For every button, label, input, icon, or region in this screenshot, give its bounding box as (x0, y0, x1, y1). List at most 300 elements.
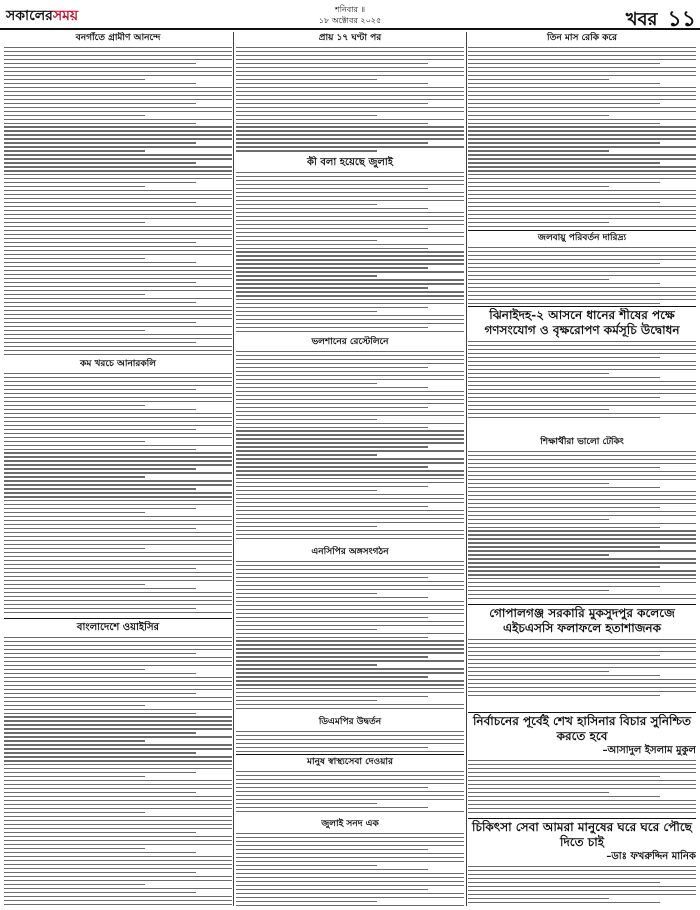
article-three-months[interactable] (468, 32, 696, 228)
text-line (236, 434, 464, 435)
text-line (468, 202, 660, 203)
text-line (4, 756, 232, 757)
text-line (468, 586, 660, 587)
text-line (4, 748, 232, 749)
text-line (4, 306, 232, 307)
text-line (236, 893, 464, 894)
text-line (236, 99, 464, 100)
text-line (4, 99, 232, 100)
text-line (236, 771, 464, 772)
article-anarkali[interactable] (4, 358, 232, 616)
article-students[interactable] (468, 436, 696, 602)
text-line (236, 255, 464, 256)
text-line (4, 740, 145, 741)
text-line (468, 598, 696, 599)
text-line (236, 87, 464, 88)
text-line (4, 429, 196, 430)
text-line (468, 459, 696, 460)
text-line (468, 768, 696, 769)
text-line (4, 520, 232, 521)
text-line (4, 286, 232, 287)
text-line (236, 263, 464, 264)
text-line (236, 375, 464, 376)
text-line (236, 470, 464, 471)
article-17-hours[interactable] (236, 32, 464, 152)
text-line (468, 808, 696, 809)
text-line (236, 391, 464, 392)
text-line (468, 259, 696, 260)
text-line (236, 363, 464, 364)
text-line (4, 79, 145, 80)
text-line (236, 259, 464, 260)
text-line (4, 673, 196, 674)
text-line (4, 198, 232, 199)
text-line (468, 271, 696, 272)
text-line (4, 254, 232, 255)
text-line (236, 279, 464, 280)
text-line (4, 752, 196, 753)
text-line (4, 330, 145, 331)
article-jhenaidah[interactable] (468, 308, 696, 434)
text-line (468, 341, 696, 342)
text-line (468, 182, 660, 183)
text-line (468, 639, 696, 640)
text-line (236, 103, 428, 104)
text-line (236, 585, 464, 586)
article-body (4, 637, 232, 907)
text-line (4, 536, 232, 537)
text-line (236, 561, 464, 562)
text-line (4, 445, 232, 446)
text-line (236, 779, 464, 780)
text-line (236, 656, 428, 657)
text-line (4, 472, 232, 473)
text-line (4, 194, 232, 195)
text-line (236, 403, 464, 404)
text-line (4, 83, 196, 84)
text-line (4, 322, 196, 323)
text-line (468, 659, 696, 660)
text-line (236, 629, 377, 630)
text-line (4, 421, 232, 422)
article-health[interactable] (236, 756, 464, 814)
text-line (236, 107, 464, 108)
text-line (468, 303, 660, 304)
article-body (236, 172, 464, 332)
text-line (4, 51, 232, 52)
headline: জলবায়ু পরিবর্তন দারিদ্র্য (537, 233, 627, 243)
article-body (236, 561, 464, 712)
text-line (468, 594, 696, 595)
article-ncp[interactable] (236, 546, 464, 712)
text-line (468, 764, 696, 765)
text-line (236, 644, 464, 645)
text-line (236, 200, 464, 201)
text-line (4, 764, 232, 765)
section-title: খবর (625, 9, 658, 30)
text-line (468, 550, 696, 551)
text-line (236, 83, 428, 84)
text-line (468, 467, 660, 468)
text-line (4, 832, 196, 833)
article-owaisi[interactable] (4, 621, 232, 907)
text-line (236, 295, 464, 296)
text-line (4, 776, 145, 777)
article-july[interactable] (236, 156, 464, 332)
text-line (4, 637, 232, 638)
text-line (236, 700, 377, 701)
headline: কম খরচে আনারকলি (80, 359, 156, 369)
text-line (236, 134, 464, 135)
text-line (4, 87, 232, 88)
article-body (468, 760, 696, 816)
text-line (4, 653, 196, 654)
text-line (468, 578, 696, 579)
text-line (468, 519, 609, 520)
text-line (4, 689, 232, 690)
text-line (236, 204, 377, 205)
text-line (236, 865, 377, 866)
headline: তিন মাস রেকি করে (547, 33, 617, 43)
text-line (468, 898, 609, 899)
text-line (468, 103, 660, 104)
text-line (236, 311, 377, 312)
text-line (468, 75, 696, 76)
text-line (468, 119, 696, 120)
text-line (468, 158, 696, 159)
text-line (236, 371, 464, 372)
text-line (468, 283, 660, 284)
text-line (4, 880, 232, 881)
text-line (236, 775, 464, 776)
text-line (4, 258, 145, 259)
text-line (4, 441, 145, 442)
text-line (4, 342, 196, 343)
article-muksudpur[interactable] (468, 606, 696, 710)
text-line (236, 427, 428, 428)
text-line (4, 657, 232, 658)
text-line (236, 188, 428, 189)
text-line (236, 660, 464, 661)
headline: ভলশানের রেস্টেলিনে (311, 337, 389, 347)
text-line (236, 111, 464, 112)
dateline (250, 4, 450, 26)
text-line (236, 841, 464, 842)
text-line (4, 174, 232, 175)
text-line (4, 896, 232, 897)
article-hasina-trial[interactable] (468, 714, 696, 816)
text-line (4, 713, 196, 714)
text-line (4, 641, 232, 642)
text-line (236, 383, 377, 384)
text-line (236, 510, 464, 511)
divider (468, 230, 696, 231)
text-line (236, 387, 428, 388)
text-line (4, 433, 232, 434)
text-line (236, 79, 377, 80)
article-body (236, 351, 464, 542)
article-body (236, 731, 464, 752)
text-line (236, 407, 428, 408)
text-line (468, 405, 696, 406)
text-line (468, 91, 696, 92)
text-line (4, 449, 196, 450)
divider (4, 618, 232, 619)
text-line (468, 538, 696, 539)
article-body (4, 47, 232, 356)
article-dmp[interactable] (236, 716, 464, 752)
text-line (236, 901, 377, 902)
text-line (236, 803, 377, 804)
text-line (468, 780, 696, 781)
text-line (236, 605, 464, 606)
text-line (236, 71, 464, 72)
text-line (236, 474, 464, 475)
text-line (4, 107, 232, 108)
text-line (4, 824, 232, 825)
article-body (236, 771, 464, 814)
text-line (236, 220, 464, 221)
text-line (4, 393, 232, 394)
text-line (236, 138, 464, 139)
text-line (468, 111, 696, 112)
text-line (236, 251, 464, 252)
text-line (4, 282, 196, 283)
text-line (236, 216, 464, 217)
text-line (236, 450, 464, 451)
article-restaurant[interactable] (236, 336, 464, 542)
text-line (236, 323, 464, 324)
text-line (4, 158, 232, 159)
text-line (468, 275, 696, 276)
text-line (4, 162, 196, 163)
text-line (4, 246, 232, 247)
article-july-charter[interactable] (236, 818, 464, 908)
text-line (236, 534, 464, 535)
date-label: ১৮ অক্টোবর ২০২৫ (318, 16, 382, 25)
text-line (468, 162, 660, 163)
text-line (4, 314, 232, 315)
text-line (468, 63, 660, 64)
text-line (468, 247, 696, 248)
text-line (4, 55, 232, 56)
text-line (236, 873, 464, 874)
text-line (4, 385, 232, 386)
text-line (468, 349, 696, 350)
text-line (4, 665, 232, 666)
text-line (4, 736, 232, 737)
text-line (468, 886, 696, 887)
text-line (468, 385, 696, 386)
headline: শিক্ষার্থীরা ভালো টেকিং (540, 437, 624, 447)
text-line (236, 482, 464, 483)
text-line (468, 667, 696, 668)
divider (468, 712, 696, 713)
text-line (236, 522, 464, 523)
text-line (4, 178, 232, 179)
text-line (236, 652, 464, 653)
text-line (4, 354, 232, 355)
page-number: ১১ (667, 6, 696, 32)
text-line (236, 271, 464, 272)
text-line (4, 214, 232, 215)
text-line (236, 75, 464, 76)
text-line (4, 576, 232, 577)
text-line (4, 532, 232, 533)
text-line (236, 196, 464, 197)
text-line (468, 178, 696, 179)
headline: চিকিৎসা সেবা আমরা মানুষের ঘরে ঘরে পৌছে দিতে চাই (472, 820, 692, 849)
text-line (236, 735, 464, 736)
text-line (236, 589, 464, 590)
text-line (4, 488, 196, 489)
text-line (4, 464, 232, 465)
text-line (4, 397, 232, 398)
text-line (236, 747, 428, 748)
text-line (4, 796, 232, 797)
text-line (236, 625, 464, 626)
headline: এনসিপির অঙ্গসংগঠন (311, 547, 389, 557)
text-line (236, 462, 464, 463)
text-line (236, 751, 464, 752)
text-line (468, 683, 696, 684)
text-line (468, 389, 696, 390)
text-line (4, 222, 145, 223)
text-line (4, 119, 232, 120)
text-line (4, 804, 232, 805)
text-line (4, 294, 145, 295)
text-line (236, 811, 464, 812)
text-line (236, 130, 464, 131)
text-line (236, 454, 377, 455)
text-line (236, 743, 464, 744)
text-line (468, 558, 696, 559)
text-line (4, 142, 196, 143)
article-healthcare[interactable] (468, 820, 696, 908)
text-line (4, 166, 232, 167)
text-line (468, 800, 696, 801)
text-line (468, 417, 660, 418)
text-line (4, 716, 232, 717)
text-line (236, 795, 464, 796)
text-line (4, 170, 232, 171)
text-line (468, 511, 696, 512)
text-line (468, 772, 696, 773)
text-line (4, 772, 196, 773)
text-line (468, 792, 609, 793)
text-line (468, 475, 696, 476)
text-line (468, 527, 660, 528)
text-line (236, 142, 428, 143)
text-line (4, 334, 232, 335)
article-body (468, 866, 696, 903)
text-line (468, 695, 660, 696)
text-line (4, 604, 232, 605)
text-line (236, 684, 464, 685)
text-line (4, 645, 232, 646)
text-line (468, 87, 696, 88)
text-line (4, 318, 232, 319)
text-line (236, 327, 428, 328)
text-line (468, 878, 696, 879)
text-line (468, 134, 696, 135)
text-line (4, 864, 232, 865)
text-line (4, 788, 232, 789)
text-line (236, 609, 464, 610)
text-line (468, 495, 696, 496)
text-line (236, 565, 464, 566)
text-line (4, 350, 232, 351)
text-line (468, 146, 696, 147)
text-line (236, 530, 464, 531)
text-line (468, 894, 696, 895)
text-line (4, 580, 232, 581)
text-line (4, 456, 232, 457)
text-line (4, 130, 232, 131)
text-line (4, 234, 232, 235)
text-line (4, 202, 196, 203)
article-body (468, 639, 696, 696)
text-line (236, 123, 428, 124)
text-line (468, 890, 696, 891)
text-line (236, 95, 464, 96)
text-line (4, 904, 232, 905)
text-line (468, 788, 696, 789)
text-line (4, 91, 232, 92)
text-line (236, 577, 428, 578)
text-line (4, 310, 232, 311)
logo-text-2: সময় (52, 8, 79, 24)
text-line (4, 516, 232, 517)
text-line (236, 861, 464, 862)
text-line (236, 51, 464, 52)
text-line (468, 523, 696, 524)
text-line (4, 836, 232, 837)
text-line (468, 47, 696, 48)
article-climate[interactable] (468, 232, 696, 304)
text-line (4, 792, 196, 793)
text-line (236, 502, 464, 503)
text-line (4, 389, 196, 390)
text-line (468, 79, 609, 80)
text-line (4, 732, 196, 733)
text-line (236, 518, 464, 519)
text-line (4, 59, 232, 60)
text-line (4, 262, 196, 263)
text-line (236, 672, 464, 673)
byline: –ডাঃ ফখরুদ্দিন মানিক (606, 851, 696, 862)
text-line (236, 581, 464, 582)
article-bongaon[interactable] (4, 32, 232, 356)
text-line (4, 852, 196, 853)
text-line (236, 648, 464, 649)
text-line (236, 192, 464, 193)
text-line (4, 705, 145, 706)
text-line (236, 791, 464, 792)
text-line (236, 807, 428, 808)
text-line (468, 566, 660, 567)
text-line (4, 484, 232, 485)
text-line (4, 552, 232, 553)
text-line (4, 780, 232, 781)
text-line (236, 573, 464, 574)
text-line (468, 190, 696, 191)
text-line (4, 612, 232, 613)
text-line (468, 353, 696, 354)
text-line (236, 857, 464, 858)
text-line (468, 554, 609, 555)
text-line (4, 373, 232, 374)
